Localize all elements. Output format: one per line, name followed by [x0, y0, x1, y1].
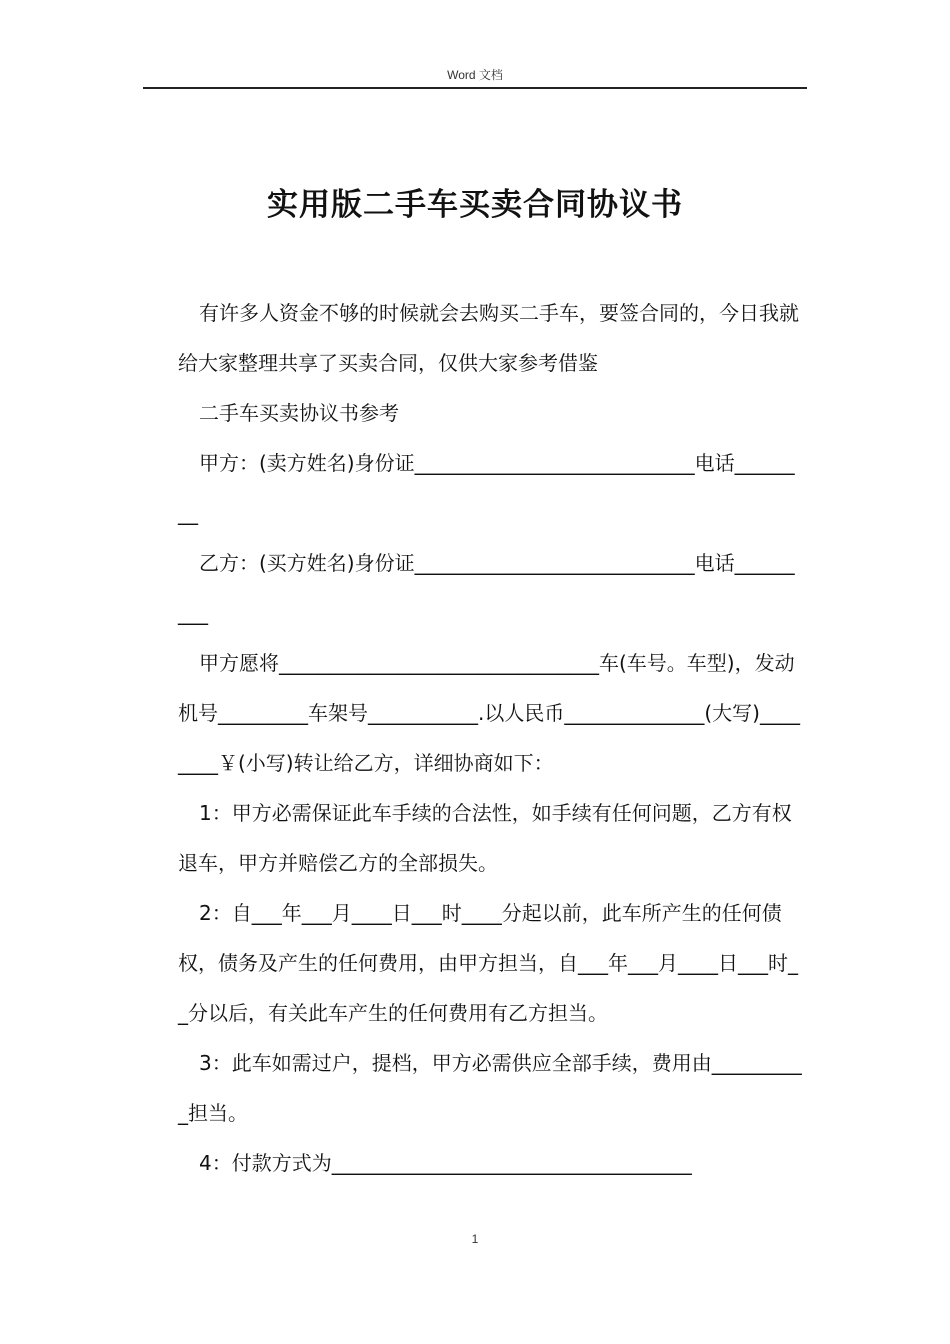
page-number: 1: [471, 1232, 479, 1246]
header-rule: [143, 87, 807, 89]
clause-1-paragraph: 1：甲方必需保证此车手续的合法性，如手续有任何问题，乙方有权退车，甲方并赔偿乙方的全部损失。: [178, 801, 792, 875]
document-body: [178, 288, 804, 1188]
clause-3-paragraph: 3：此车如需过户，提档，甲方必需供应全部手续，费用由__________担当。: [178, 1051, 802, 1125]
document-title: 实用版二手车买卖合同协议书: [267, 186, 683, 223]
intro-paragraph: 有许多人资金不够的时候就会去购买二手车，要签合同的，今日我就给大家整理共享了买卖合同，仅供大家参考借鉴: [178, 301, 799, 375]
clause-4-paragraph: 4：付款方式为____________________________________: [199, 1151, 692, 1175]
clause-2-paragraph: 2：自___年___月____日___时____分起以前，此车所产生的任何债权，债务及产生的任何费用，由甲方担当，自___年___月____日___时__分以后，有关此车产生的任何费用有乙方担当。: [178, 901, 798, 1025]
subheading-paragraph: 二手车买卖协议书参考: [199, 401, 399, 425]
party-b-paragraph: 乙方：(买方姓名)身份证____________________________电话_________: [178, 551, 795, 625]
page-header: Word 文档: [447, 68, 503, 82]
party-a-paragraph: 甲方：(卖方姓名)身份证____________________________电话________: [178, 451, 795, 525]
vehicle-transfer-paragraph: 甲方愿将________________________________车(车号。车型)，发动机号_________车架号___________.以人民币______________(大写)________￥(小写)转让给乙方，详细协商如下：: [178, 651, 800, 775]
